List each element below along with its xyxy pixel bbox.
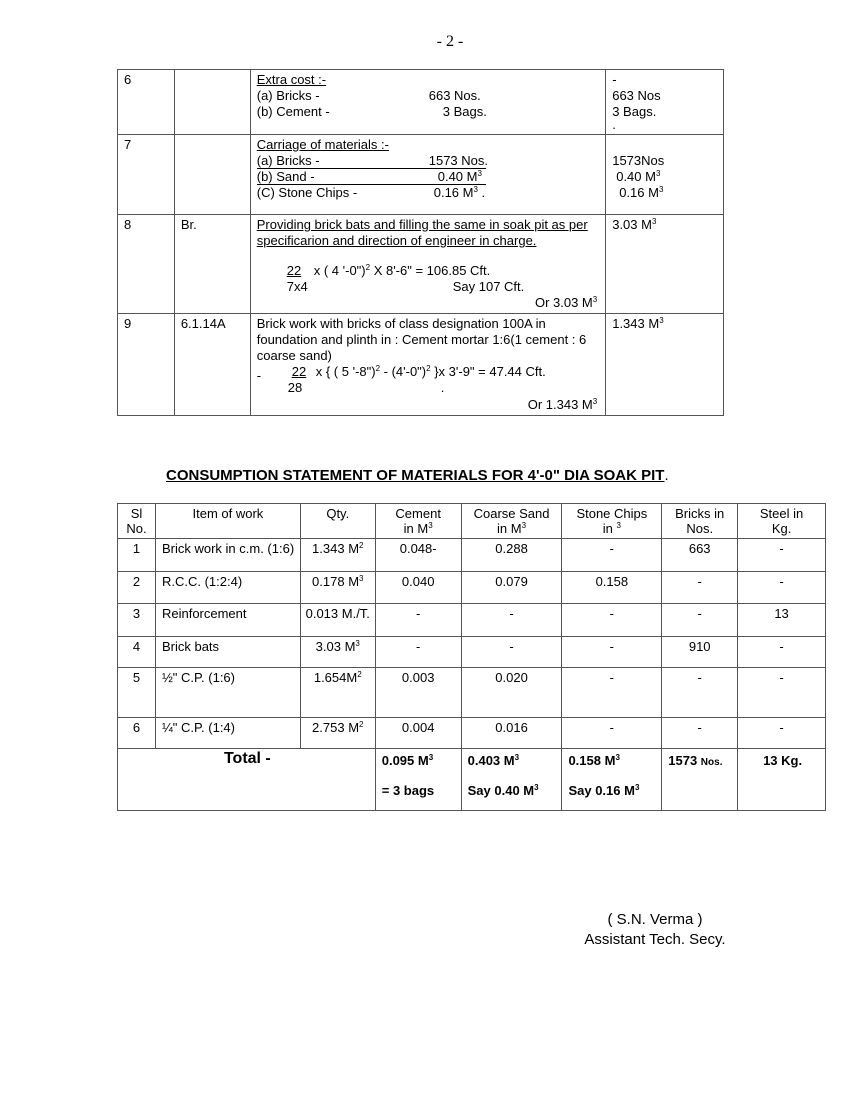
cell-stone: -: [562, 637, 662, 668]
cell-sl: 3: [118, 604, 156, 637]
col-item: Item of work: [155, 504, 300, 539]
fraction-den: 28: [287, 380, 303, 395]
cell-sand: -: [461, 637, 562, 668]
cell-sand: -: [461, 604, 562, 637]
cell-item: Brick work in c.m. (1:6): [155, 539, 300, 572]
formula: x { ( 5 '-8")$^2$ - (4'-0")$^2$ }x 3'-9" = 47.44 Cft.: [315, 364, 546, 379]
line-label: (a) Bricks -: [256, 153, 320, 168]
item-text: Brick work with bricks of class designation 100A in foundation and plinth in : Cement mortar 1:6(1 cement : 6 coarse sand): [256, 316, 587, 363]
cell-item: ¼" C.P. (1:4): [155, 718, 300, 749]
cell-bricks: -: [662, 718, 738, 749]
line-label: (C) Stone Chips -: [256, 185, 358, 200]
cell-sl: 4: [118, 637, 156, 668]
cell-sl: 1: [118, 539, 156, 572]
item-description: [250, 135, 605, 215]
line-value: 0.16 $M^3$ .: [433, 185, 486, 200]
qty-line: 663 Nos: [612, 88, 661, 103]
cell-qty: 2.753 $M^2$: [300, 718, 375, 749]
dot: .: [440, 380, 445, 395]
item-text: Providing brick bats and filling the same in soak pit as per specificarion and direction of engineer in charge.: [256, 217, 588, 248]
cell-cement: 0.048-: [375, 539, 461, 572]
item-code: [174, 70, 250, 135]
table-row: [118, 539, 826, 572]
cell-sand: 0.288: [461, 539, 562, 572]
line-label: (a) Bricks -: [256, 88, 320, 103]
item-quantity: [606, 135, 724, 215]
cell-cement: -: [375, 637, 461, 668]
line-label: (b) Cement -: [256, 104, 330, 119]
cell-sand: 0.016: [461, 718, 562, 749]
or-value: Or 1.343 $M^3$: [527, 397, 598, 412]
cell-bricks: -: [662, 668, 738, 718]
header-row: [118, 504, 826, 539]
item-description: [250, 70, 605, 135]
line-label: (b) Sand -: [256, 169, 315, 184]
cell-stone: -: [562, 604, 662, 637]
cell-qty: 3.03 $M^3$: [300, 637, 375, 668]
total-row: [118, 749, 826, 811]
cell-item: R.C.C. (1:2:4): [155, 572, 300, 604]
cell-stone: 0.158: [562, 572, 662, 604]
signatory-designation: Assistant Tech. Secy.: [584, 931, 726, 948]
qty-line: 0.16 $M^3$: [619, 185, 664, 200]
table-row: [118, 215, 724, 314]
qty-line: 0.40 $M^3$: [616, 169, 661, 184]
table-row: [118, 668, 826, 718]
formula: x ( 4 '-0")$^2$ X 8'-6" = 106.85 Cft.: [313, 263, 491, 278]
line-value: 1573 Nos.: [428, 153, 488, 168]
signatory-name: ( S.N. Verma ): [607, 911, 703, 928]
table-row: [118, 135, 724, 215]
cell-qty: 0.013 M./T.: [300, 604, 375, 637]
cell-qty: 1.343 $M^2$: [300, 539, 375, 572]
cell-steel: -: [738, 637, 826, 668]
cell-sand: 0.079: [461, 572, 562, 604]
qty-line: .: [612, 117, 616, 132]
qty-line: 1573Nos: [612, 153, 665, 168]
qty-line: -: [612, 72, 617, 87]
page-number: - 2 -: [436, 33, 464, 50]
col-bricks: Bricks in Nos.: [662, 504, 738, 539]
or-value: Or 3.03 $M^3$: [534, 295, 598, 310]
item-quantity: 3.03 $M^3$: [606, 215, 724, 314]
item-no: 6: [118, 70, 175, 135]
cell-cement: 0.003: [375, 668, 461, 718]
item-code: [174, 135, 250, 215]
total-sand: 0.403 $M^3$ Say 0.40 $M^3$: [461, 749, 562, 811]
cell-item: ½" C.P. (1:6): [155, 668, 300, 718]
total-label: Total -: [118, 749, 376, 811]
cell-bricks: 910: [662, 637, 738, 668]
signature-block: [560, 910, 750, 950]
item-code: 6.1.14A: [174, 314, 250, 416]
cell-qty: 0.178 $M^3$: [300, 572, 375, 604]
item-heading: Carriage of materials :-: [256, 137, 389, 152]
col-sand: Coarse Sand in $M^3$: [461, 504, 562, 539]
cell-steel: -: [738, 539, 826, 572]
item-no: 9: [118, 314, 175, 416]
cell-item: Brick bats: [155, 637, 300, 668]
item-quantity: [606, 70, 724, 135]
line-value: 663 Nos.: [428, 88, 481, 103]
item-description: [250, 314, 605, 416]
table-row: [118, 637, 826, 668]
line-value: 0.40 $M^3$: [437, 169, 482, 184]
table-row: [118, 572, 826, 604]
cell-stone: -: [562, 539, 662, 572]
col-cement: Cement in $M^3$: [375, 504, 461, 539]
cell-sl: 5: [118, 668, 156, 718]
cell-sl: 6: [118, 718, 156, 749]
cell-bricks: -: [662, 604, 738, 637]
cell-steel: 13: [738, 604, 826, 637]
consumption-title: CONSUMPTION STATEMENT OF MATERIALS FOR 4'-0" DIA SOAK PIT.: [166, 467, 669, 484]
cell-item: Reinforcement: [155, 604, 300, 637]
col-qty: Qty.: [300, 504, 375, 539]
table-row: [118, 718, 826, 749]
item-quantity: 1.343 $M^3$: [606, 314, 724, 416]
total-stone: 0.158 $M^3$ Say 0.16 $M^3$: [562, 749, 662, 811]
table-row: [118, 604, 826, 637]
cell-steel: -: [738, 718, 826, 749]
item-description: [250, 215, 605, 314]
cell-stone: -: [562, 668, 662, 718]
col-steel: Steel in Kg.: [738, 504, 826, 539]
cell-steel: -: [738, 572, 826, 604]
cell-cement: 0.004: [375, 718, 461, 749]
cell-bricks: 663: [662, 539, 738, 572]
item-heading: Extra cost :-: [256, 72, 327, 87]
qty-line: 3 Bags.: [612, 104, 657, 119]
cell-sl: 2: [118, 572, 156, 604]
consumption-table: [117, 503, 826, 811]
say-value: Say 107 Cft.: [452, 279, 525, 294]
line-value: 3 Bags.: [442, 104, 487, 119]
table-row: [118, 314, 724, 416]
cell-bricks: -: [662, 572, 738, 604]
cell-cement: -: [375, 604, 461, 637]
fraction-den: 7x4: [286, 279, 308, 294]
item-no: 7: [118, 135, 175, 215]
cell-cement: 0.040: [375, 572, 461, 604]
total-bricks: 1573 Nos.: [662, 749, 738, 811]
col-sl: Sl No.: [118, 504, 156, 539]
dash: -: [256, 368, 262, 383]
cell-stone: -: [562, 718, 662, 749]
cell-qty: $1.654M^2$: [300, 668, 375, 718]
fraction-num: 22: [291, 364, 307, 379]
fraction-num: 22: [286, 263, 302, 278]
col-stone: Stone Chips in $^3$: [562, 504, 662, 539]
item-code: Br.: [174, 215, 250, 314]
total-steel: 13 Kg.: [738, 749, 826, 811]
item-no: 8: [118, 215, 175, 314]
estimate-table: [117, 69, 724, 416]
total-cement: 0.095 $M^3$ = 3 bags: [375, 749, 461, 811]
table-row: [118, 70, 724, 135]
cell-sand: 0.020: [461, 668, 562, 718]
cell-steel: -: [738, 668, 826, 718]
